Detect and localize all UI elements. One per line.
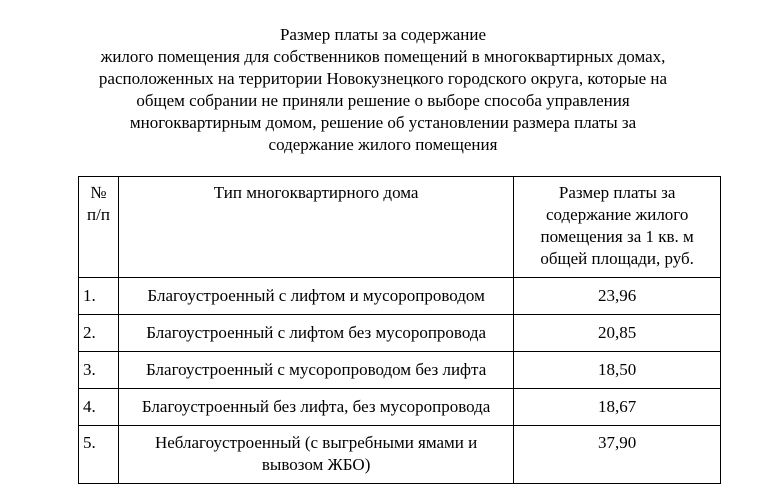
document-title	[40, 24, 726, 156]
row-num: 1.	[79, 278, 119, 315]
row-num: 4.	[79, 389, 119, 426]
row-type: Неблагоустроенный (с выгребными ямами и вывозом ЖБО)	[118, 426, 513, 484]
title-line: Размер платы за содержание	[279, 25, 487, 44]
row-type: Благоустроенный с лифтом без мусоропровода	[118, 315, 513, 352]
title-line: содержание жилого помещения	[268, 135, 498, 154]
row-fee: 23,96	[514, 278, 721, 315]
header-num: № п/п	[79, 177, 119, 278]
row-num: 2.	[79, 315, 119, 352]
header-type: Тип многоквартирного дома	[118, 177, 513, 278]
title-line: многоквартирным домом, решение об установлении размера платы за	[129, 113, 637, 132]
row-fee: 37,90	[514, 426, 721, 484]
row-type: Благоустроенный с лифтом и мусоропроводом	[118, 278, 513, 315]
table-header-row	[79, 177, 721, 278]
title-line: жилого помещения для собственников помещений в многоквартирных домах,	[100, 47, 666, 66]
row-type: Благоустроенный с мусоропроводом без лифта	[118, 352, 513, 389]
table-row	[79, 315, 721, 352]
row-fee: 18,50	[514, 352, 721, 389]
fee-table	[78, 176, 721, 484]
table-row	[79, 389, 721, 426]
table-row	[79, 426, 721, 484]
title-line: общем собрании не приняли решение о выборе способа управления	[136, 91, 630, 110]
row-num: 3.	[79, 352, 119, 389]
row-fee: 20,85	[514, 315, 721, 352]
row-type: Благоустроенный без лифта, без мусоропровода	[118, 389, 513, 426]
header-fee: Размер платы за содержание жилого помещения за 1 кв. м общей площади, руб.	[514, 177, 721, 278]
table-row	[79, 278, 721, 315]
row-num: 5.	[79, 426, 119, 484]
title-line: расположенных на территории Новокузнецкого городского округа, которые на	[98, 69, 668, 88]
row-fee: 18,67	[514, 389, 721, 426]
table-row	[79, 352, 721, 389]
